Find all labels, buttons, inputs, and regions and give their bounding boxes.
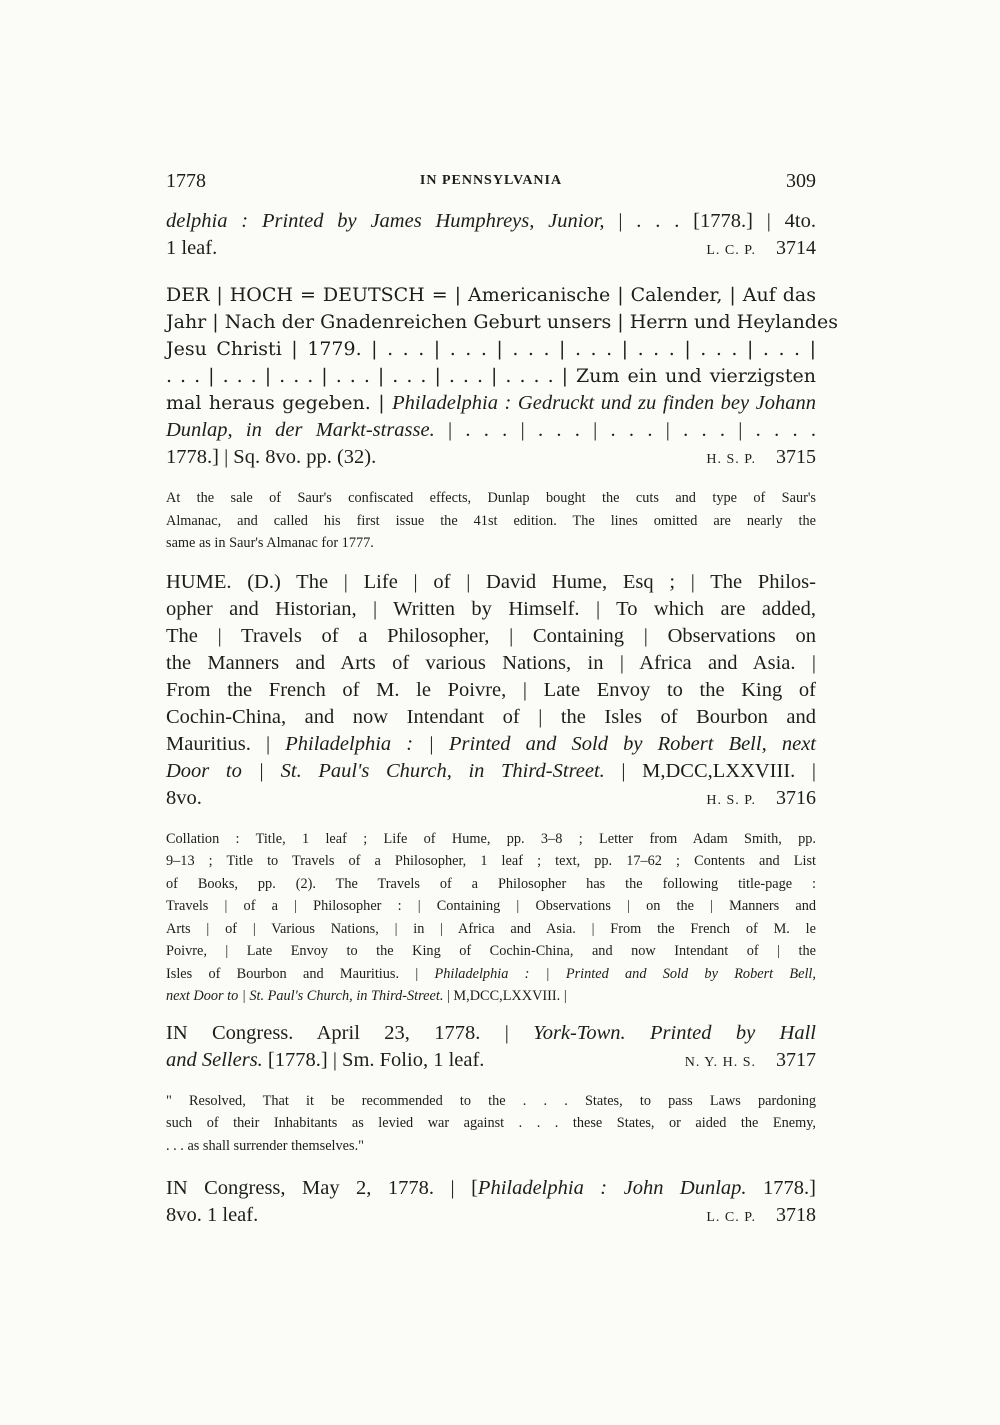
header-year: 1778 (166, 170, 206, 192)
entry-text: Mauritius. | (166, 732, 286, 755)
note-3717 (166, 1090, 816, 1158)
note-line: Arts | of | Various Nations, | in | Africa and Asia. | From the French of M. le (166, 920, 816, 937)
note-line: of Books, pp. (2). The Travels of a Philosopher has the following title-page : (166, 875, 816, 892)
entry-last-line (166, 444, 816, 473)
note-line: Poivre, | Late Envoy to the King of Cochin-China, and now Intendant of | the (166, 943, 816, 959)
entry-text: 8vo. (166, 786, 202, 809)
entry-line (166, 390, 816, 417)
note-line: Travels | of a | Philosopher : | Containing | Observations | on the | Manners and (166, 898, 816, 914)
note-text: | M,DCC,LXXVIII. | (443, 988, 567, 1004)
entry-last-line (166, 1047, 816, 1076)
library-ref: L. C. P. (706, 243, 756, 258)
entry-imprint: Philadelphia : Gedruckt und zu finden bey Johann (392, 392, 816, 414)
library-ref: H. S. P. (706, 792, 756, 808)
entry-imprint: Dunlap, in der Markt-strasse. (166, 419, 435, 441)
entry-last-line (166, 1202, 816, 1231)
entry-imprint: Door to | St. Paul's Church, in Third-Street. (166, 759, 605, 782)
entry-line: the Manners and Arts of various Nations, in | Africa and Asia. | (166, 651, 816, 674)
entry-line: HUME. (D.) The | Life | of | David Hume, Esq ; | The Philos- (166, 570, 816, 593)
entry-3714 (166, 208, 816, 264)
entry-imprint: York-Town. Printed by Hall (533, 1021, 816, 1044)
entry-number: 3717 (776, 1048, 816, 1071)
note-line: same as in Saur's Almanac for 1777. (166, 535, 374, 551)
running-title: IN PENNSYLVANIA (419, 173, 563, 188)
entry-text: 1778.] | Sq. 8vo. pp. (32). (166, 446, 377, 468)
entry-text: | . . . | . . . | . . . | . . . | . . . . (434, 419, 816, 441)
entry-line (166, 758, 816, 785)
note-line: such of their Inhabitants as levied war against . . . these States, or aided the Enemy, (166, 1115, 816, 1131)
entry-text: IN Congress, May 2, 1778. | [ (166, 1177, 478, 1199)
entry-text: mal heraus gegeben. | (166, 392, 393, 414)
note-text: Isles of Bourbon and Mauritius. | (166, 965, 435, 982)
note-line (166, 963, 816, 986)
entry-text: | . . . [1778.] | 4to. (604, 210, 816, 232)
entry-text: 1778.] (746, 1177, 816, 1199)
entry-last-line (166, 235, 816, 264)
entry-line: opher and Historian, | Written by Himself. | To which are added, (166, 597, 816, 620)
entry-text: | M,DCC,LXXVIII. | (604, 759, 816, 782)
entry-line: From the French of M. le Poivre, | Late Envoy to the King of (166, 678, 816, 701)
entry-imprint: Philadelphia : John Dunlap. (477, 1177, 747, 1199)
entry-text: [1778.] | Sm. Folio, 1 leaf. (262, 1048, 485, 1071)
note-line (166, 985, 816, 1008)
entry-line (166, 417, 816, 444)
note-imprint: next Door to | St. Paul's Church, in Third-Street. (166, 988, 444, 1004)
entry-text: IN Congress. April 23, 1778. | (166, 1021, 534, 1044)
note-line: At the sale of Saur's confiscated effects, Dunlap bought the cuts and type of Saur's (166, 490, 816, 506)
note-line: Collation : Title, 1 leaf ; Life of Hume, pp. 3–8 ; Letter from Adam Smith, pp. (166, 830, 816, 847)
entry-line (166, 731, 816, 758)
entry-line (166, 208, 816, 235)
entry-number: 3714 (776, 237, 816, 259)
entry-number: 3715 (776, 446, 816, 468)
note-3715 (166, 487, 816, 555)
page-header (166, 170, 816, 200)
entry-line: Cochin-China, and now Intendant of | the Isles of Bourbon and (166, 705, 816, 728)
page-number: 309 (786, 170, 816, 192)
entry-text: 1 leaf. (166, 237, 218, 259)
entry-number: 3716 (776, 786, 816, 809)
library-ref: L. C. P. (706, 1210, 756, 1225)
note-3716 (166, 828, 816, 1008)
book-page (166, 170, 838, 1231)
entry-number: 3718 (776, 1204, 816, 1226)
entry-3718 (166, 1175, 816, 1231)
entry-line (166, 1020, 816, 1047)
entry-line (166, 1175, 816, 1202)
entry-3716 (166, 569, 816, 814)
library-ref: N. Y. H. S. (684, 1054, 756, 1070)
entry-line: . . . | . . . | . . . | . . . | . . . | . . . | . . . . | Zum ein und vierzigsten (166, 365, 816, 387)
entry-imprint: delphia : Printed by James Humphreys, Junior, (166, 210, 605, 232)
note-line: 9–13 ; Title to Travels of a Philosopher, 1 leaf ; text, pp. 17–62 ; Contents and List (166, 853, 816, 869)
entry-imprint: and Sellers. (166, 1048, 263, 1071)
entry-line: The | Travels of a Philosopher, | Containing | Observations on (166, 624, 816, 647)
note-line: " Resolved, That it be recommended to the . . . States, to pass Laws pardoning (166, 1092, 816, 1109)
note-line: Almanac, and called his first issue the 41st edition. The lines omitted are nearly the (166, 512, 816, 529)
entry-last-line (166, 785, 816, 814)
entry-line: Jahr | Nach der Gnadenreichen Geburt unsers | Herrn und Heylandes (166, 311, 838, 333)
entry-3715 (166, 282, 838, 473)
entry-3717 (166, 1020, 816, 1076)
entry-text: 8vo. 1 leaf. (166, 1204, 259, 1226)
note-line: . . . as shall surrender themselves." (166, 1137, 364, 1154)
entry-imprint: Philadelphia : | Printed and Sold by Robert Bell, next (285, 732, 816, 755)
entry-line: Jesu Christi | 1779. | . . . | . . . | . . . | . . . | . . . | . . . | . . . | (166, 338, 816, 360)
library-ref: H. S. P. (706, 452, 756, 467)
note-imprint: Philadelphia : | Printed and Sold by Robert Bell, (434, 965, 816, 982)
entry-line: DER | HOCH = DEUTSCH = | Americanische | Calender, | Auf das (166, 284, 816, 306)
